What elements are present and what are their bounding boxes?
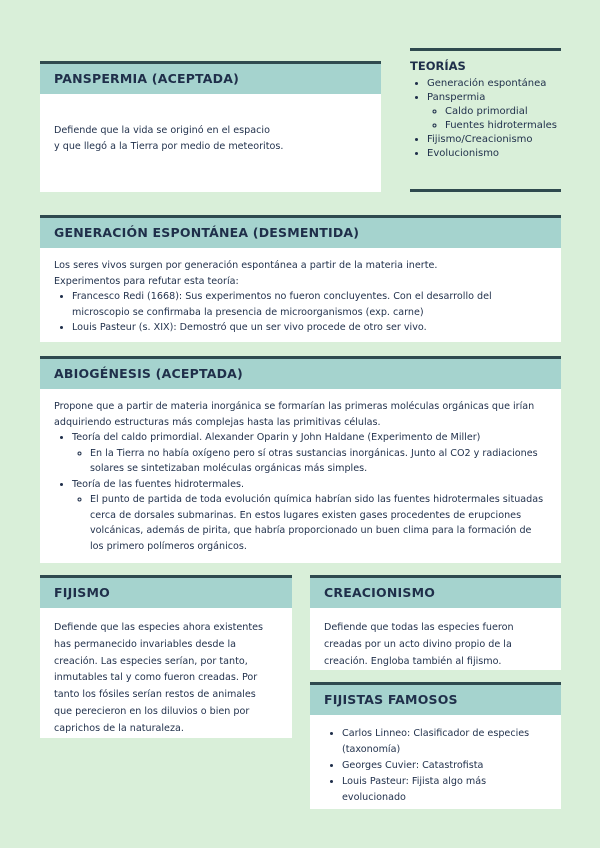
creacionismo-text: Defiende que todas las especies fueron creadas por un acto divino propio de la creación. Engloba también al fijismo. [324,622,514,667]
teorias-title: TEORÍAS [410,59,466,73]
teorias-item-label: Panspermia [427,92,486,103]
fijismo-title: FIJISMO [40,578,292,608]
fijistas-item: • Carlos Linneo: Clasificador de especies (taxonomía) [342,726,547,758]
generacion-title: GENERACIÓN ESPONTÁNEA (DESMENTIDA) [40,218,561,248]
teorias-subitem: ◦ Fuentes hidrotermales [445,119,561,133]
abiogenesis-item [72,477,547,555]
teorias-list [410,77,561,161]
generacion-card [40,215,561,342]
generacion-item: • Francesco Redi (1668): Sus experimentos no fueron concluyentes. Con el desarrollo del microscopio se confirmaba la presencia de microorganismos (exp. carne) [72,289,547,320]
panspermia-body [40,94,381,164]
abiogenesis-title: ABIOGÉNESIS (ACEPTADA) [40,359,561,389]
fijismo-card [40,575,292,738]
panspermia-text-line-2: y que llegó a la Tierra por medio de meteoritos. [54,140,284,152]
creacionismo-title: CREACIONISMO [310,578,561,608]
abiogenesis-sublist [72,492,547,554]
fijistas-item: • Georges Cuvier: Catastrofista [342,758,547,774]
teorias-item: • Generación espontánea [427,77,561,91]
abiogenesis-intro: Propone que a partir de materia inorgánica se formarían las primeras moléculas orgánicas que irían adquiriendo estructuras más complejas hasta las primitivas células. [54,401,535,428]
abiogenesis-list [54,430,547,554]
abiogenesis-item-label: Teoría del caldo primordial. Alexander Oparin y John Haldane (Experimento de Miller) [72,432,481,443]
teorias-box [410,48,561,192]
fijistas-card [310,682,561,809]
abiogenesis-body [40,389,561,564]
generacion-list [54,289,547,336]
teorias-item: • Evolucionismo [427,147,561,161]
abiogenesis-subitem: ◦ El punto de partida de toda evolución química habrían sido las fuentes hidrotermales situadas cerca de dorsales submarinas. En estos lugares existen gases procedentes de erupciones volcánicas, además de pirita, que habría proporcionado un buen clima para la formación de los primero polímeros orgánicos. [90,492,547,554]
fijismo-text: Defiende que las especies ahora existentes has permanecido invariables desde la creación. Las especies serían, por tanto, inmutables tal y como fueron creadas. Por tanto los fósiles serían restos de animales que perecieron en los diluvios o bien por caprichos de la naturaleza. [54,622,264,734]
teorias-sublist [427,105,561,133]
generacion-intro-2: Experimentos para refutar esta teoría: [54,275,239,287]
teorias-subitem: ◦ Caldo primordial [445,105,561,119]
fijistas-item: • Louis Pasteur: Fijista algo más evolucionado [342,774,547,806]
fijismo-body [40,608,292,748]
teorias-item [427,91,561,133]
panspermia-text-line-1: Defiende que la vida se originó en el espacio [54,125,270,136]
generacion-intro-1: Los seres vivos surgen por generación espontánea a partir de la materia inerte. [54,260,438,271]
abiogenesis-item [72,430,547,477]
generacion-body [40,248,561,346]
panspermia-title: PANSPERMIA (ACEPTADA) [40,64,381,94]
generacion-item: • Louis Pasteur (s. XIX): Demostró que un ser vivo procede de otro ser vivo. [72,320,547,336]
abiogenesis-card [40,356,561,563]
creacionismo-body [310,608,561,680]
teorias-item: • Fijismo/Creacionismo [427,133,561,147]
abiogenesis-item-label: Teoría de las fuentes hidrotermales. [72,478,245,490]
creacionismo-card [310,575,561,670]
fijistas-list [324,726,547,806]
panspermia-card [40,61,381,192]
abiogenesis-subitem: ◦ En la Tierra no había oxígeno pero sí otras sustancias inorgánicas. Junto al CO2 y radiaciones solares se sintetizaban moléculas orgánicas más simples. [90,446,547,477]
abiogenesis-sublist [72,446,547,477]
fijistas-title: FIJISTAS FAMOSOS [310,685,561,715]
fijistas-body [310,715,561,816]
